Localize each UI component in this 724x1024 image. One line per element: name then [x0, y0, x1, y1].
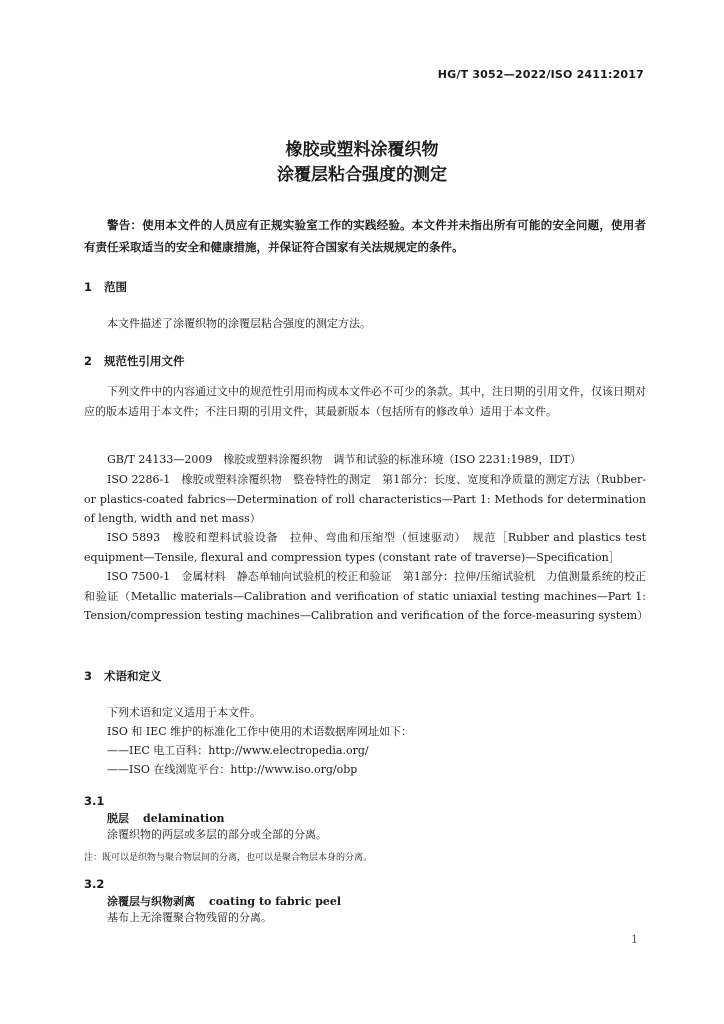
term-zh: 涂覆层与织物剥离	[107, 895, 195, 908]
normative-reference: ISO 7500-1 金属材料 静态单轴向试验机的校正和验证 第1部分：拉伸/压缩试验机 力值测量系统的校正和验证（Metallic materials—Calibration and verification of static uniaxial testing machines—Part 1: Tension/compression testing machines—Calibration and verification of the force-measuring system）	[84, 570, 649, 622]
section-1-title: 范围	[104, 280, 127, 294]
standard-code: HG/T 3052—2022/ISO 2411:2017	[437, 68, 644, 81]
term-heading	[107, 893, 341, 909]
section-3-line: ISO 和 IEC 维护的标准化工作中使用的术语数据库网址如下：	[107, 725, 413, 738]
section-3-heading	[84, 668, 162, 684]
term-number: 3.2	[84, 877, 105, 891]
term-number: 3.1	[84, 794, 105, 808]
section-2-number: 2	[84, 354, 93, 368]
section-3-line: 下列术语和定义适用于本文件。	[107, 706, 261, 719]
section-2-heading	[84, 353, 185, 369]
section-1-body: 本文件描述了涂覆织物的涂覆层粘合强度的测定方法。	[107, 317, 371, 330]
section-3-number: 3	[84, 669, 93, 683]
term-zh: 脱层	[107, 812, 129, 825]
page-number: 1	[631, 933, 638, 946]
warning-paragraph: 警告：使用本文件的人员应有正规实验室工作的实践经验。本文件并未指出所有可能的安全问题，使用者有责任采取适当的安全和健康措施，并保证符合国家有关法规规定的条件。	[84, 218, 646, 254]
title-line-1: 橡胶或塑料涂覆织物	[285, 140, 439, 160]
section-1-number: 1	[84, 280, 93, 294]
section-2-title: 规范性引用文件	[104, 354, 185, 368]
term-heading	[107, 810, 225, 826]
term-note: 注：既可以是织物与聚合物层间的分离，也可以是聚合物层本身的分离。	[84, 853, 373, 863]
section-1-heading	[84, 279, 127, 295]
term-definition: 基布上无涂覆聚合物残留的分离。	[107, 911, 272, 924]
normative-reference: GB/T 24133—2009 橡胶或塑料涂覆织物 调节和试验的标准环境（ISO 2231:1989，IDT）	[107, 453, 581, 466]
term-definition: 涂覆织物的两层或多层的部分或全部的分离。	[107, 828, 327, 841]
document-title	[0, 138, 724, 188]
term-en: coating to fabric peel	[209, 895, 342, 908]
section-3-title: 术语和定义	[104, 669, 162, 683]
title-line-2: 涂覆层粘合强度的测定	[277, 165, 447, 185]
section-3-line: ——ISO 在线浏览平台：http://www.iso.org/obp	[107, 763, 358, 776]
normative-reference: ISO 5893 橡胶和塑料试验设备 拉伸、弯曲和压缩型（恒速驱动） 规范［Rubber and plastics test equipment—Tensile, flexural and compression types (constant rate of traverse)—Specification］	[84, 531, 646, 564]
section-3-line: ——IEC 电工百科：http://www.electropedia.org/	[107, 744, 369, 757]
normative-reference: ISO 2286-1 橡胶或塑料涂覆织物 整卷特性的测定 第1部分：长度、宽度和净质量的测定方法（Rubber-or plastics-coated fabrics—Determination of roll characteristics—Part 1: Methods for determination of length, width and net mass）	[84, 473, 646, 525]
term-en: delamination	[143, 812, 225, 825]
section-2-intro: 下列文件中的内容通过文中的规范性引用而构成本文件必不可少的条款。其中，注日期的引用文件，仅该日期对应的版本适用于本文件；不注日期的引用文件，其最新版本（包括所有的修改单）适用于本文件。	[84, 385, 646, 418]
